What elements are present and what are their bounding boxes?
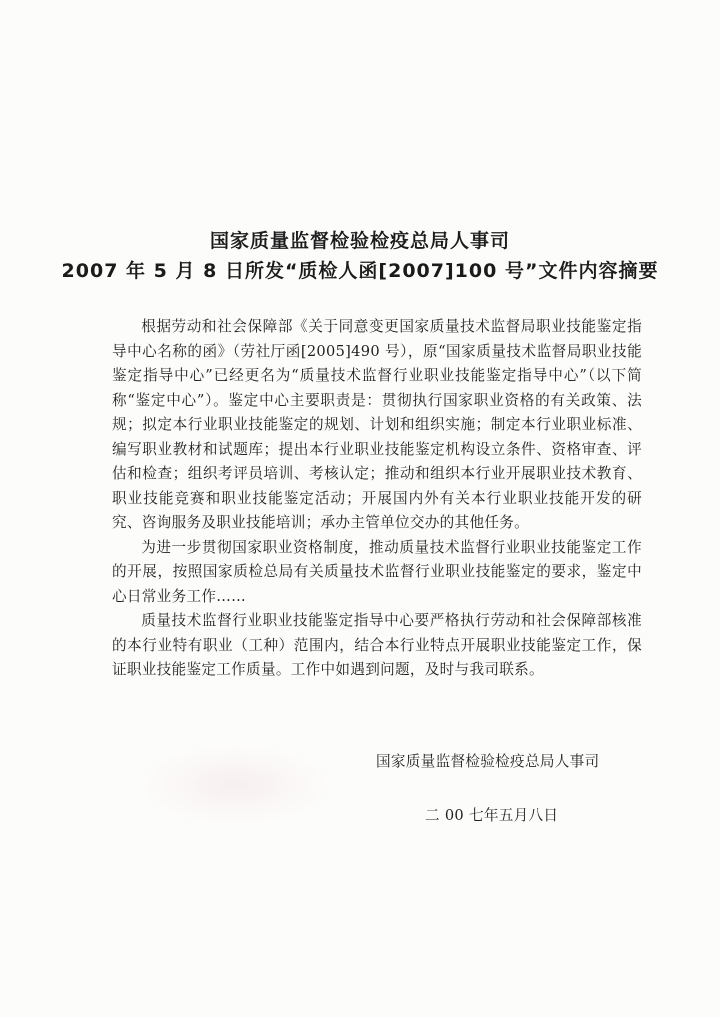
signature-date: 二 00 七年五月八日 xyxy=(425,807,559,824)
document-body xyxy=(112,315,642,683)
paragraph-3: 质量技术监督行业职业技能鉴定指导中心要严格执行劳动和社会保障部核准的本行业特有职业（工种）范围内，结合本行业特点开展职业技能鉴定工作，保证职业技能鉴定工作质量。工作中如遇到问题，及时与我司联系。 xyxy=(112,612,642,678)
paragraph-1: 根据劳动和社会保障部《关于同意变更国家质量技术监督局职业技能鉴定指导中心名称的函》（劳社厅函[2005]490 号），原“国家质量技术监督局职业技能鉴定指导中心”已经更名为“质量技术监督行业职业技能鉴定指导中心”（以下简称“鉴定中心”）。鉴定中心主要职责是：贯彻执行国家职业资格的有关政策、法规；拟定本行业职业技能鉴定的规划、计划和组织实施；制定本行业职业标准、编写职业教材和试题库；提出本行业职业技能鉴定机构设立条件、资格审查、评估和检查；组织考评员培训、考核认定；推动和组织本行业开展职业技术教育、职业技能竞赛和职业技能鉴定活动；开展国内外有关本行业职业技能开发的研究、咨询服务及职业技能培训；承办主管单位交办的其他任务。 xyxy=(112,318,642,531)
faded-seal-stamp xyxy=(140,745,330,825)
document-title-line-2: 2007 年 5 月 8 日所发“质检人函[2007]100 号”文件内容摘要 xyxy=(61,260,659,282)
document-title-line-1: 国家质量监督检验检疫总局人事司 xyxy=(209,230,510,252)
signature-issuer: 国家质量监督检验检疫总局人事司 xyxy=(376,753,600,770)
paragraph-2: 为进一步贯彻国家职业资格制度，推动质量技术监督行业职业技能鉴定工作的开展，按照国家质检总局有关质量技术监督行业职业技能鉴定的要求，鉴定中心日常业务工作…… xyxy=(112,538,642,605)
